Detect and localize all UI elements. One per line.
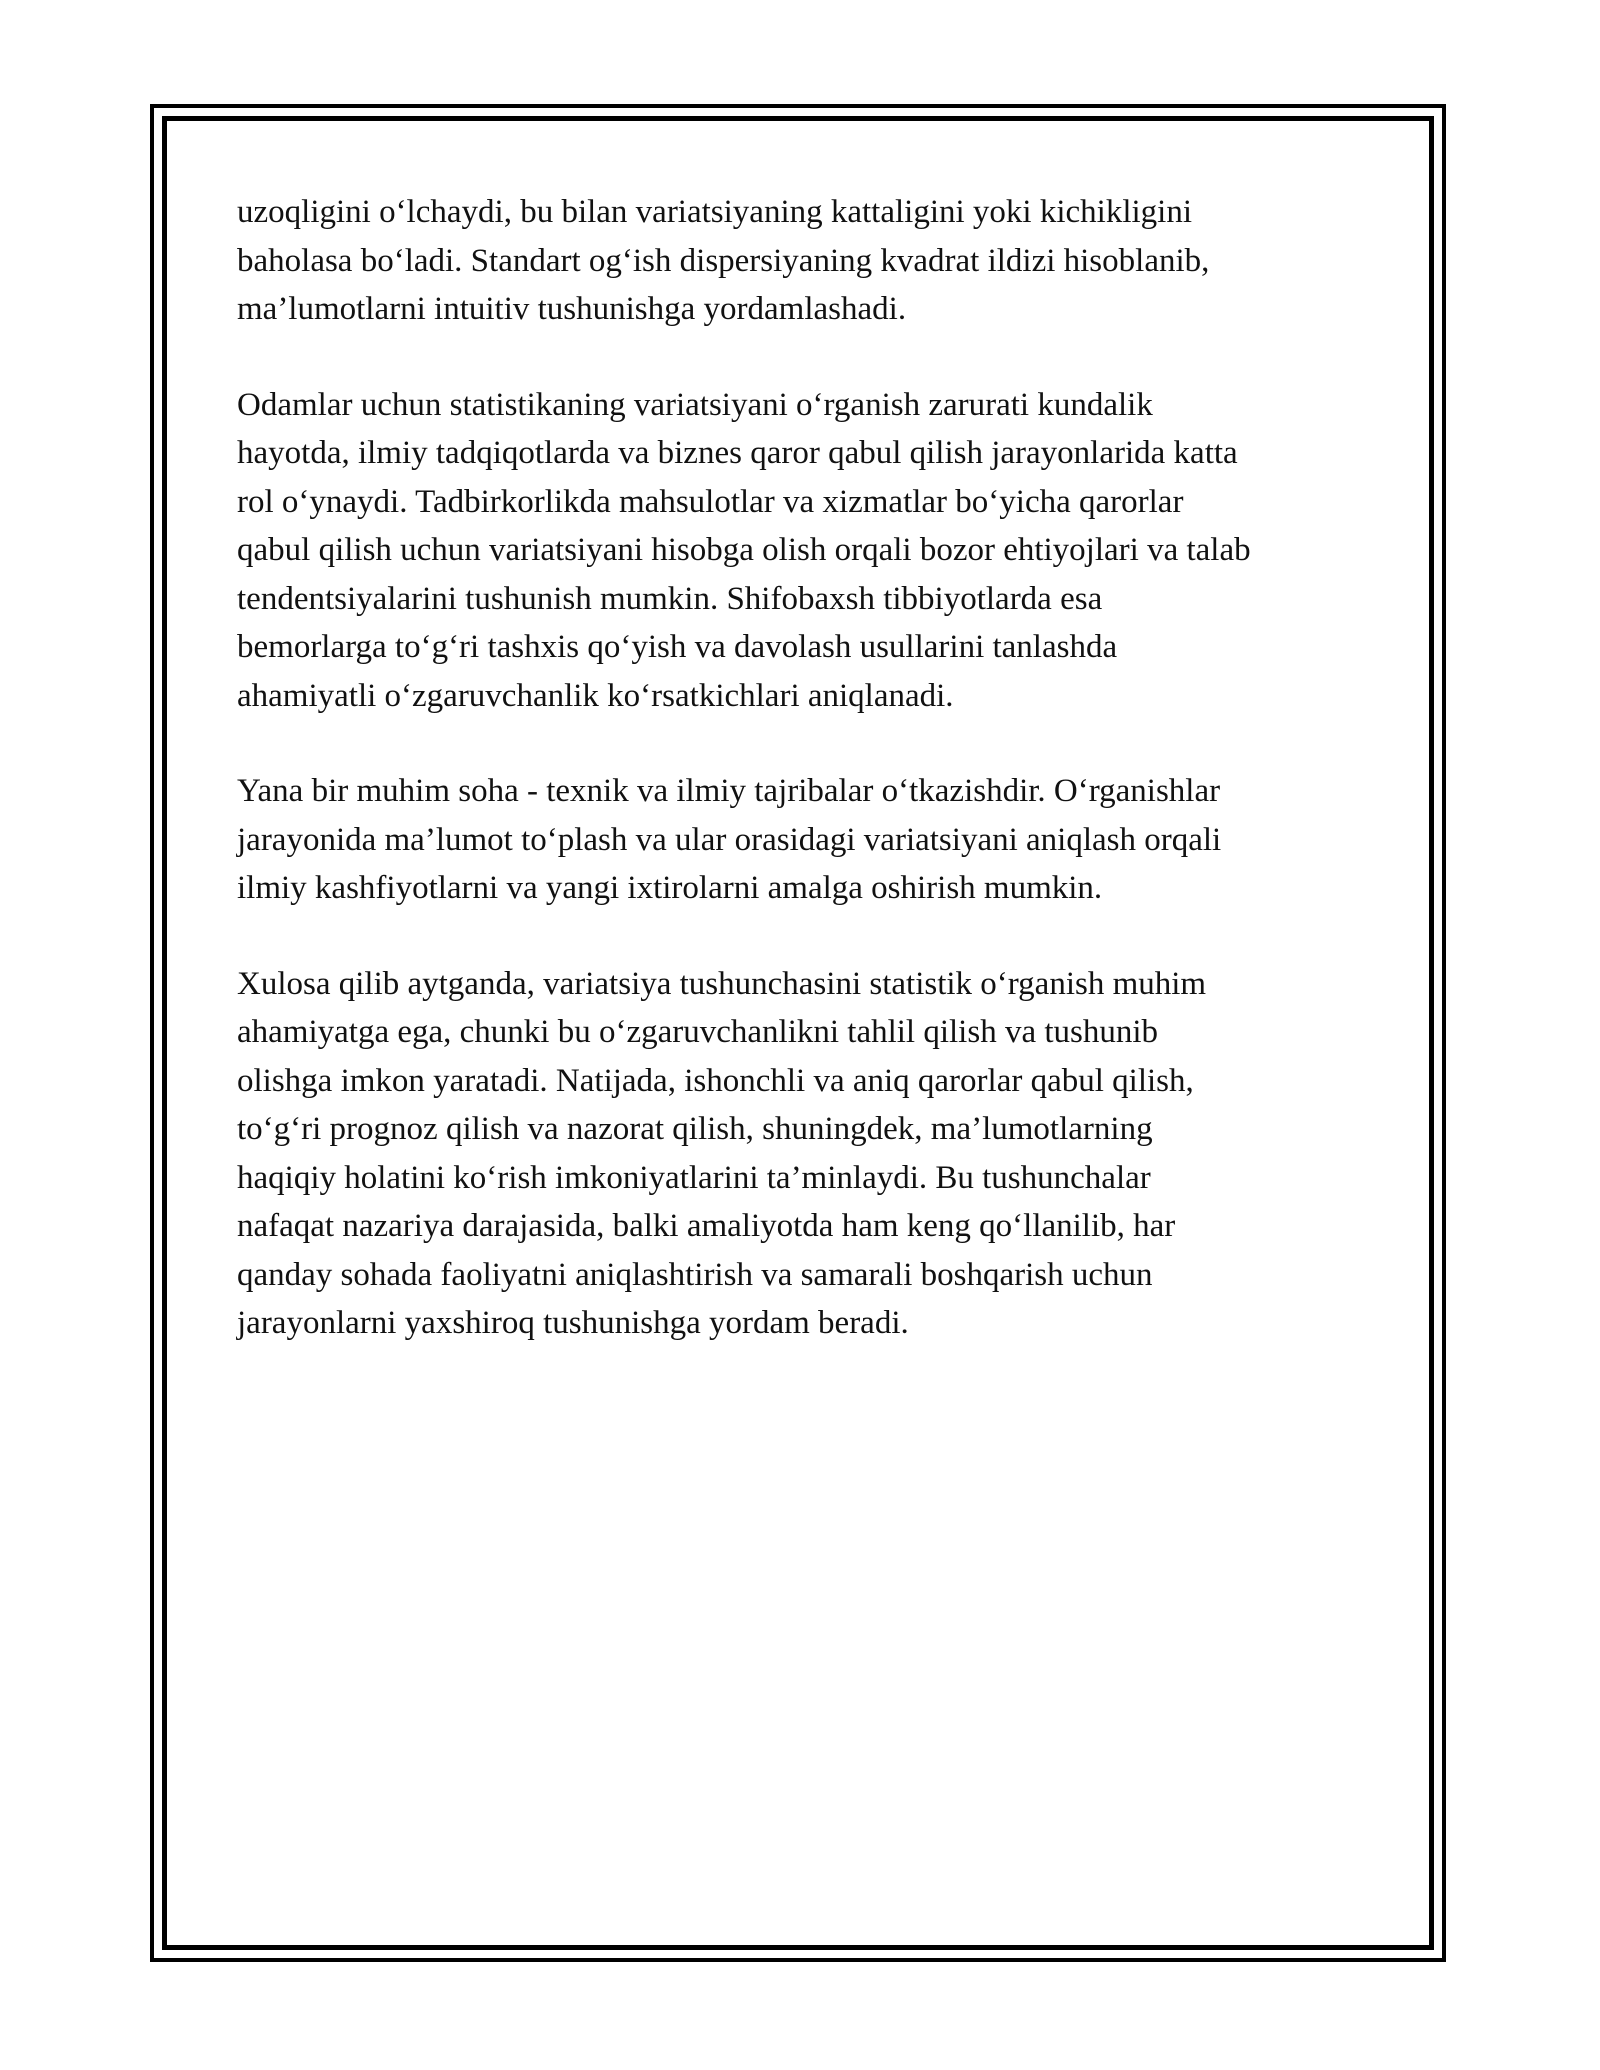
- document-body: [237, 188, 1372, 1395]
- paragraph-1: uzoqligini o‘lchaydi, bu bilan variatsiyaning kattaligini yoki kichikligini baholasa bo‘ladi. Standart og‘ish dispersiyaning kvadrat ildizi hisoblanib, ma’lumotlarni intuitiv tushunishga yordamlashadi.: [237, 194, 1210, 327]
- paragraph-4: Xulosa qilib aytganda, variatsiya tushunchasini statistik o‘rganish muhim ahamiyatga ega, chunki bu o‘zgaruvchanlikni tahlil qilish va tushunib olishga imkon yaratadi. Natijada, ishonchli va aniq qarorlar qabul qilish, to‘g‘ri prognoz qilish va nazorat qilish, shuningdek, ma’lumotlarning haqiqiy holatini ko‘rish imkoniyatlarini ta’minlaydi. Bu tushunchalar nafaqat nazariya darajasida, balki amaliyotda ham keng qo‘llanilib, har qanday sohada faoliyatni aniqlashtirish va samarali boshqarish uchun jarayonlarni yaxshiroq tushunishga yordam beradi.: [237, 965, 1207, 1341]
- paragraph-3: Yana bir muhim soha - texnik va ilmiy tajribalar o‘tkazishdir. O‘rganishlar jarayonida ma’lumot to‘plash va ular orasidagi variatsiyani aniqlash orqali ilmiy kashfiyotlarni va yangi ixtirolarni amalga oshirish mumkin.: [237, 773, 1222, 906]
- paragraph-2: Odamlar uchun statistikaning variatsiyani o‘rganish zarurati kundalik hayotda, ilmiy tadqiqotlarda va biznes qaror qabul qilish jarayonlarida katta rol o‘ynaydi. Tadbirkorlikda mahsulotlar va xizmatlar bo‘yicha qarorlar qabul qilish uchun variatsiyani hisobga olish orqali bozor ehtiyojlari va talab tendentsiyalarini tushunish mumkin. Shifobaxsh tibbiyotlarda esa bemorlarga to‘g‘ri tashxis qo‘yish va davolash usullarini tanlashda ahamiyatli o‘zgaruvchanlik ko‘rsatkichlari aniqlanadi.: [237, 386, 1251, 714]
